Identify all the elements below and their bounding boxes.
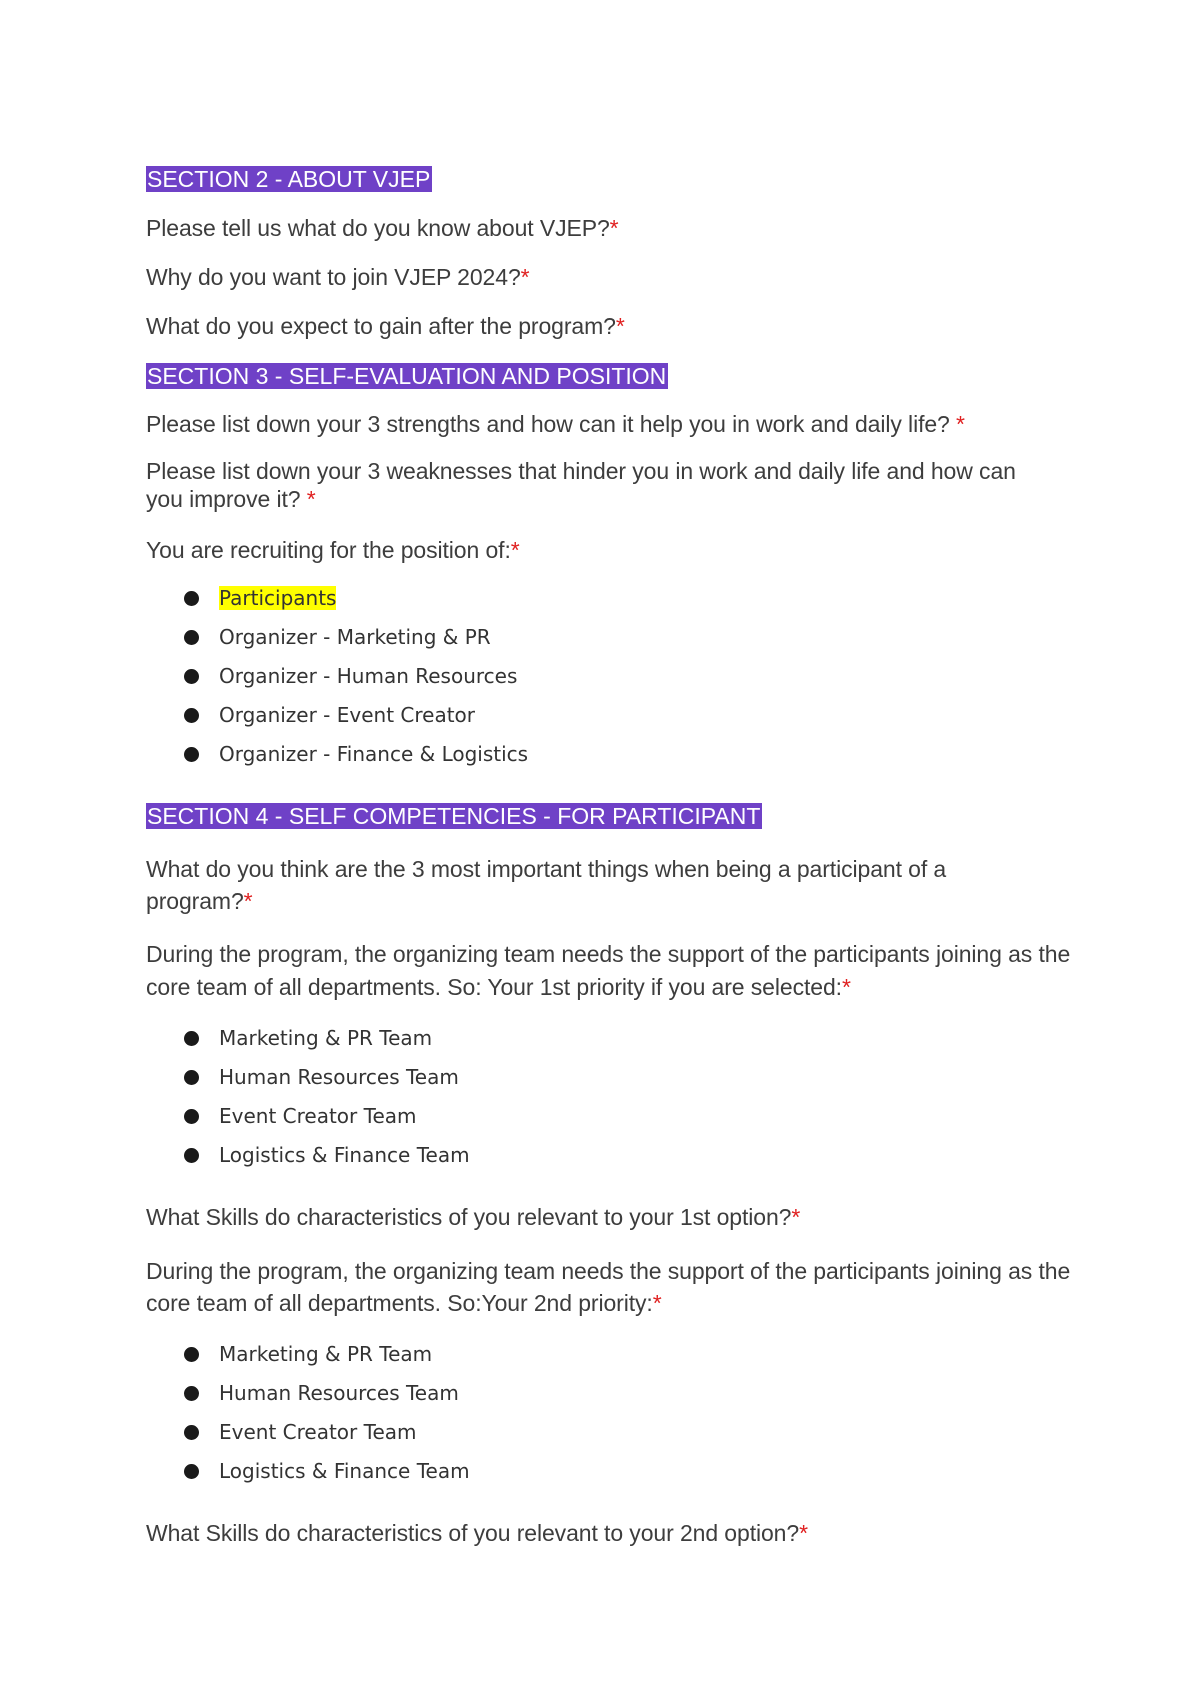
priority1-option-event bbox=[219, 1102, 416, 1130]
question-expect-gain bbox=[146, 310, 625, 342]
option-label: Organizer - Human Resources bbox=[219, 664, 518, 688]
option-label: Human Resources Team bbox=[219, 1381, 459, 1405]
priority2-option-marketing bbox=[219, 1340, 432, 1368]
option-label: Logistics & Finance Team bbox=[219, 1143, 470, 1167]
bullet-icon bbox=[184, 1425, 199, 1440]
question-text: During the program, the organizing team needs the support of the participants joining as the core team of all departments. So:Your 2nd priority: bbox=[146, 1258, 1071, 1316]
required-mark: * bbox=[841, 974, 851, 1000]
section-3-header bbox=[146, 363, 668, 390]
question-priority-1 bbox=[146, 938, 1076, 1004]
question-text: Why do you want to join VJEP 2024? bbox=[146, 264, 521, 290]
question-text: What Skills do characteristics of you relevant to your 1st option? bbox=[146, 1204, 792, 1230]
required-mark: * bbox=[520, 264, 530, 290]
question-skills-1 bbox=[146, 1201, 800, 1233]
option-label: Logistics & Finance Team bbox=[219, 1459, 470, 1483]
question-priority-2 bbox=[146, 1255, 1076, 1319]
question-position bbox=[146, 534, 520, 566]
bullet-icon bbox=[184, 1464, 199, 1479]
bullet-icon bbox=[184, 1031, 199, 1046]
priority2-option-logistics bbox=[219, 1457, 470, 1485]
question-know-about-vjep bbox=[146, 212, 619, 244]
section-2-header bbox=[146, 166, 432, 193]
required-mark: * bbox=[609, 215, 619, 241]
question-skills-2 bbox=[146, 1517, 808, 1549]
question-strengths bbox=[146, 408, 965, 440]
option-label: Event Creator Team bbox=[219, 1104, 417, 1128]
position-option-marketing bbox=[219, 623, 491, 651]
bullet-icon bbox=[184, 1148, 199, 1163]
position-option-finance bbox=[219, 740, 528, 768]
question-text: During the program, the organizing team needs the support of the participants joining as the core team of all departments. So: Your 1st priority if you are selected: bbox=[146, 941, 1071, 1000]
bullet-icon bbox=[184, 1070, 199, 1085]
required-mark: * bbox=[652, 1290, 662, 1316]
bullet-icon bbox=[184, 708, 199, 723]
priority2-option-event bbox=[219, 1418, 416, 1446]
option-label: Participants bbox=[219, 586, 337, 610]
question-text: What do you think are the 3 most important things when being a participant of a program? bbox=[146, 856, 947, 914]
option-label: Organizer - Event Creator bbox=[219, 703, 476, 727]
option-label: Organizer - Finance & Logistics bbox=[219, 742, 529, 766]
bullet-icon bbox=[184, 747, 199, 762]
question-text: Please tell us what do you know about VJEP? bbox=[146, 215, 610, 241]
question-text: What Skills do characteristics of you relevant to your 2nd option? bbox=[146, 1520, 800, 1546]
question-text: Please list down your 3 strengths and how can it help you in work and daily life? bbox=[146, 411, 957, 437]
section-4-title: SECTION 4 - SELF COMPETENCIES - FOR PARTICIPANT bbox=[147, 803, 761, 829]
required-mark: * bbox=[615, 313, 625, 339]
position-option-event bbox=[219, 701, 475, 729]
position-option-hr bbox=[219, 662, 517, 690]
section-2-title: SECTION 2 - ABOUT VJEP bbox=[147, 166, 431, 192]
priority1-option-marketing bbox=[219, 1024, 432, 1052]
section-4-header bbox=[146, 803, 762, 830]
question-weaknesses bbox=[146, 457, 1056, 513]
option-label: Organizer - Marketing & PR bbox=[219, 625, 491, 649]
bullet-icon bbox=[184, 1347, 199, 1362]
bullet-icon bbox=[184, 669, 199, 684]
option-label: Human Resources Team bbox=[219, 1065, 459, 1089]
option-label: Marketing & PR Team bbox=[219, 1026, 433, 1050]
option-label: Event Creator Team bbox=[219, 1420, 417, 1444]
priority2-option-hr bbox=[219, 1379, 459, 1407]
required-mark: * bbox=[306, 486, 316, 512]
bullet-icon bbox=[184, 591, 199, 606]
required-mark: * bbox=[510, 537, 520, 563]
required-mark: * bbox=[799, 1520, 808, 1546]
position-option-participants bbox=[219, 584, 336, 612]
required-mark: * bbox=[956, 411, 965, 437]
question-text: You are recruiting for the position of: bbox=[146, 537, 511, 563]
bullet-icon bbox=[184, 630, 199, 645]
required-mark: * bbox=[243, 888, 253, 914]
bullet-icon bbox=[184, 1109, 199, 1124]
priority1-option-hr bbox=[219, 1063, 459, 1091]
question-important-things bbox=[146, 853, 1046, 917]
section-3-title: SECTION 3 - SELF-EVALUATION AND POSITION bbox=[147, 363, 667, 389]
required-mark: * bbox=[791, 1204, 801, 1230]
question-why-join bbox=[146, 261, 530, 293]
bullet-icon bbox=[184, 1386, 199, 1401]
option-label: Marketing & PR Team bbox=[219, 1342, 433, 1366]
question-text: What do you expect to gain after the program? bbox=[146, 313, 616, 339]
question-text: Please list down your 3 weaknesses that hinder you in work and daily life and how can you improve it? bbox=[146, 458, 1016, 512]
priority1-option-logistics bbox=[219, 1141, 470, 1169]
